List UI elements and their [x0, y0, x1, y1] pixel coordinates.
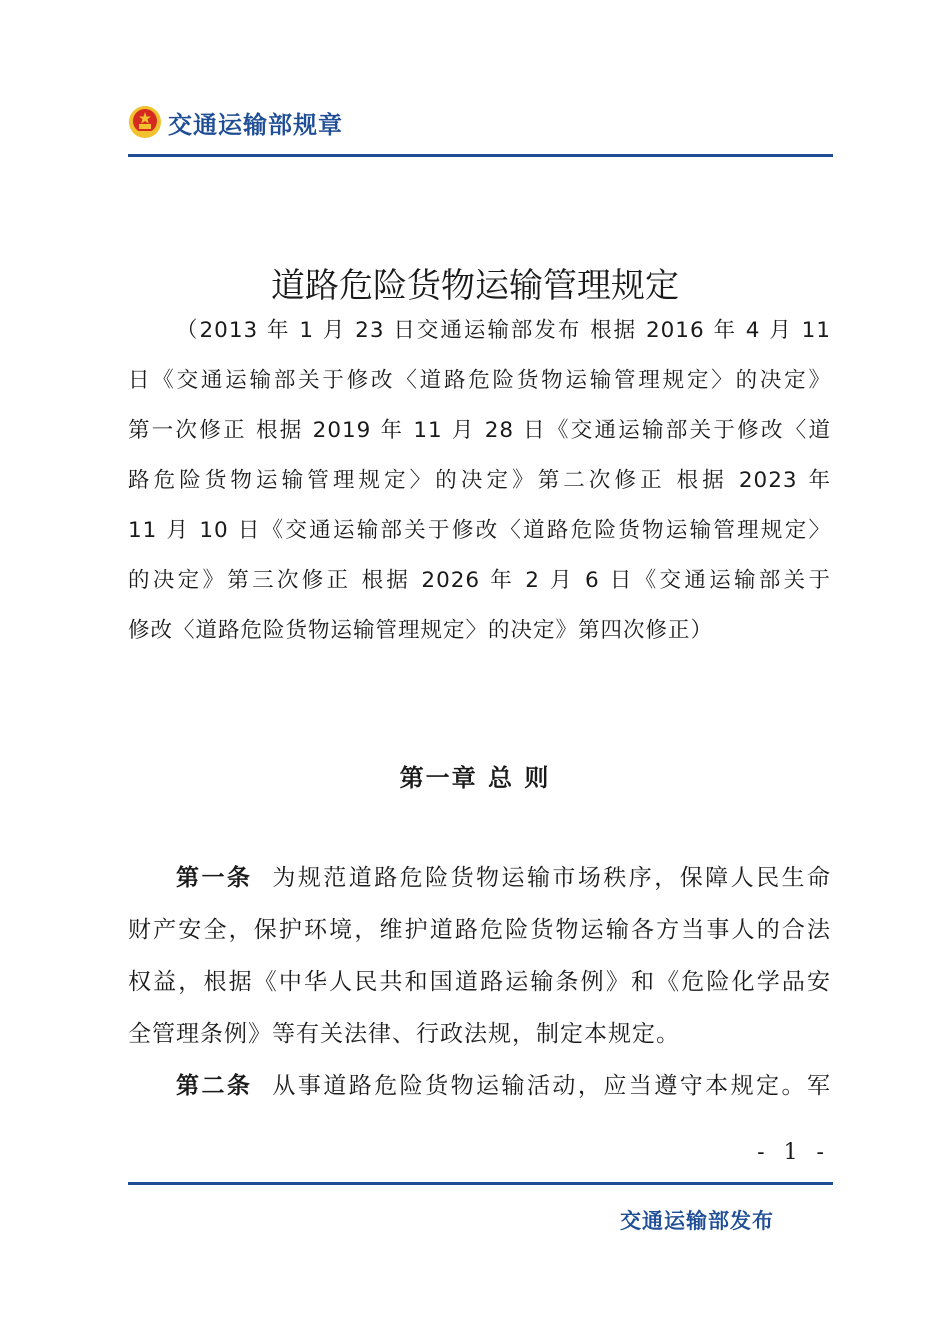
header-title: 交通运输部规章 [168, 110, 343, 139]
article-1-line: 权益，根据《中华人民共和国道路运输条例》和《危险化学品安 [128, 969, 831, 995]
page-header [128, 100, 343, 144]
article-1-text: 为规范道路危险货物运输市场秩序，保障人民生命 [272, 865, 831, 891]
document-title: 道路危险货物运输管理规定 [271, 266, 679, 306]
history-line: 第一次修正 根据 2019 年 11 月 28 日《交通运输部关于修改〈道 [128, 418, 831, 443]
history-line: 日《交通运输部关于修改〈道路危险货物运输管理规定〉的决定》 [128, 368, 831, 393]
footer-publisher: 交通运输部发布 [620, 1209, 774, 1233]
articles [128, 852, 831, 1112]
revision-history [128, 306, 831, 656]
article-2-text: 从事道路危险货物运输活动，应当遵守本规定。军 [272, 1073, 831, 1099]
header-divider [128, 154, 833, 157]
page-number: - 1 - [757, 1140, 830, 1165]
article-1-line: 全管理条例》等有关法律、行政法规，制定本规定。 [128, 1021, 680, 1047]
article-2-line [128, 1060, 831, 1112]
article-2-label: 第二条 [176, 1073, 253, 1099]
article-1-label: 第一条 [176, 865, 253, 891]
footer-divider [128, 1182, 833, 1185]
history-line: （2013 年 1 月 23 日交通运输部发布 根据 2016 年 4 月 11 [176, 318, 831, 343]
history-line: 修改〈道路危险货物运输管理规定〉的决定》第四次修正） [128, 618, 714, 643]
history-line: 的决定》第三次修正 根据 2026 年 2 月 6 日《交通运输部关于 [128, 568, 831, 593]
chapter-heading: 第一章 总 则 [399, 764, 551, 792]
national-emblem-icon [128, 105, 162, 139]
history-line: 路危险货物运输管理规定〉的决定》第二次修正 根据 2023 年 [128, 468, 831, 493]
article-1-line [128, 852, 831, 904]
history-line: 11 月 10 日《交通运输部关于修改〈道路危险货物运输管理规定〉 [128, 518, 831, 543]
article-1-line: 财产安全，保护环境，维护道路危险货物运输各方当事人的合法 [128, 917, 831, 943]
